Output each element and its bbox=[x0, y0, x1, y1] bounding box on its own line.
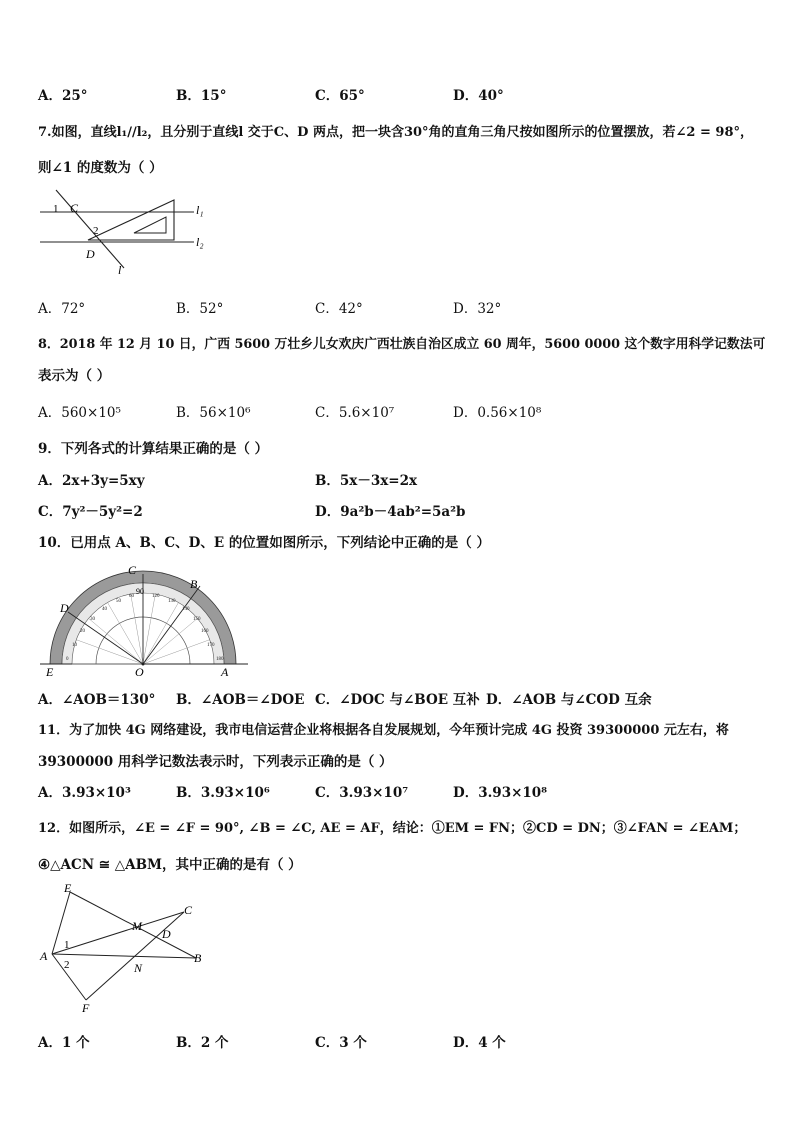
q11-stem-line2: 39300000 用科学记数法表示时，下列表示正确的是（ ） bbox=[38, 754, 393, 770]
q7-option-d: D．32° bbox=[453, 301, 502, 317]
q7-label-l: l bbox=[118, 263, 122, 277]
q7-label-l2: l₂ bbox=[196, 235, 204, 249]
q10-label-a: A bbox=[221, 665, 229, 678]
q10-protractor-figure bbox=[38, 560, 253, 678]
q8-stem-line2: 表示为（ ） bbox=[38, 368, 111, 384]
q10-label-e: E bbox=[46, 665, 54, 678]
q7-label-c: C bbox=[70, 201, 79, 215]
q10-label-c: C bbox=[128, 563, 137, 577]
q8-option-d: D．0.56×10⁸ bbox=[453, 405, 542, 421]
svg-text:10: 10 bbox=[72, 643, 77, 648]
q12-option-d: D．4 个 bbox=[453, 1035, 506, 1051]
q9-option-c: C．7y²－5y²=2 bbox=[38, 504, 143, 520]
q12-label-c: C bbox=[184, 903, 193, 917]
q7-stem-line1: 7.如图，直线l₁//l₂，且分别于直线l 交于C、D 两点，把一块含30°角的直角三角尺按如图所示的位置摆放，若∠2 = 98°， bbox=[38, 125, 754, 140]
q8-option-c: C．5.6×10⁷ bbox=[315, 405, 395, 421]
svg-text:0: 0 bbox=[66, 657, 69, 662]
q7-label-d: D bbox=[86, 247, 95, 261]
q6-option-b: B．15° bbox=[176, 88, 227, 104]
q12-label-2: 2 bbox=[64, 959, 70, 971]
svg-text:140: 140 bbox=[182, 607, 190, 612]
q7-label-2: 2 bbox=[93, 225, 99, 237]
q7-figure bbox=[36, 188, 221, 278]
svg-text:150: 150 bbox=[193, 617, 201, 622]
svg-text:180: 180 bbox=[216, 657, 224, 662]
q12-label-b: B bbox=[194, 951, 202, 965]
q6-option-d: D．40° bbox=[453, 88, 504, 104]
q12-label-n: N bbox=[134, 961, 143, 975]
q6-option-c: C．65° bbox=[315, 88, 365, 104]
q10-option-c: C．∠DOC 与∠BOE 互补 bbox=[315, 692, 480, 708]
q10-option-b: B．∠AOB＝∠DOE bbox=[176, 692, 305, 708]
q11-option-c: C．3.93×10⁷ bbox=[315, 785, 409, 801]
svg-text:50: 50 bbox=[116, 599, 121, 604]
q12-option-b: B．2 个 bbox=[176, 1035, 229, 1051]
q9-stem: 9．下列各式的计算结果正确的是（ ） bbox=[38, 441, 269, 457]
q7-stem-line2: 则∠1 的度数为（ ） bbox=[38, 160, 163, 176]
q12-label-e: E bbox=[64, 881, 72, 895]
q10-stem: 10．已用点 A、B、C、D、E 的位置如图所示，下列结论中正确的是（ ） bbox=[38, 535, 491, 551]
q10-option-d: D．∠AOB 与∠COD 互余 bbox=[486, 692, 652, 708]
q12-label-d: D bbox=[162, 927, 171, 941]
q12-stem-line1: 12．如图所示，∠E = ∠F = 90°, ∠B = ∠C, AE = AF，结论：①EM = FN；②CD = DN；③∠FAN = ∠EAM； bbox=[38, 821, 747, 836]
q12-label-m: M bbox=[132, 919, 142, 933]
svg-text:170: 170 bbox=[207, 643, 215, 648]
q7-label-l1: l₁ bbox=[196, 203, 204, 217]
q12-figure bbox=[36, 880, 216, 1015]
q10-label-b: B bbox=[190, 577, 198, 591]
q12-option-a: A．1 个 bbox=[38, 1035, 90, 1051]
q10-label-d: D bbox=[60, 601, 69, 615]
svg-text:120: 120 bbox=[152, 594, 160, 599]
q11-stem-line1: 11．为了加快 4G 网络建设，我市电信运营企业将根据各自发展规划，今年预计完成 4G 投资 39300000 元左右，将 bbox=[38, 723, 729, 738]
svg-text:40: 40 bbox=[102, 607, 107, 612]
q6-option-a: A．25° bbox=[38, 88, 88, 104]
svg-text:160: 160 bbox=[201, 629, 209, 634]
q12-label-1: 1 bbox=[64, 939, 70, 951]
svg-text:60: 60 bbox=[129, 594, 134, 599]
q8-option-a: A．560×10⁵ bbox=[38, 405, 121, 421]
q12-label-f: F bbox=[82, 1001, 90, 1015]
q12-stem-line2: ④△ACN ≅ △ABM，其中正确的是有（ ） bbox=[38, 857, 302, 873]
q8-stem-line1: 8．2018 年 12 月 10 日，广西 5600 万壮乡儿女欢庆广西壮族自治区成立 60 周年，5600 0000 这个数字用科学记数法可 bbox=[38, 337, 766, 352]
q11-option-b: B．3.93×10⁶ bbox=[176, 785, 270, 801]
svg-text:130: 130 bbox=[168, 599, 176, 604]
q11-option-a: A．3.93×10³ bbox=[38, 785, 131, 801]
q12-label-a: A bbox=[40, 949, 48, 963]
q12-option-c: C．3 个 bbox=[315, 1035, 367, 1051]
q7-label-1: 1 bbox=[53, 203, 59, 215]
q10-label-90: 90 bbox=[136, 587, 144, 596]
q9-option-a: A．2x+3y=5xy bbox=[38, 473, 145, 489]
q10-option-a: A．∠AOB＝130° bbox=[38, 692, 156, 708]
q9-option-d: D．9a²b－4ab²=5a²b bbox=[315, 504, 466, 520]
q7-option-b: B．52° bbox=[176, 301, 224, 317]
svg-text:20: 20 bbox=[80, 629, 85, 634]
q8-option-b: B．56×10⁶ bbox=[176, 405, 251, 421]
q11-option-d: D．3.93×10⁸ bbox=[453, 785, 548, 801]
svg-text:30: 30 bbox=[90, 617, 95, 622]
q10-label-o: O bbox=[135, 665, 144, 678]
q7-option-a: A．72° bbox=[38, 301, 86, 317]
q7-option-c: C．42° bbox=[315, 301, 363, 317]
q9-option-b: B．5x－3x=2x bbox=[315, 473, 418, 489]
